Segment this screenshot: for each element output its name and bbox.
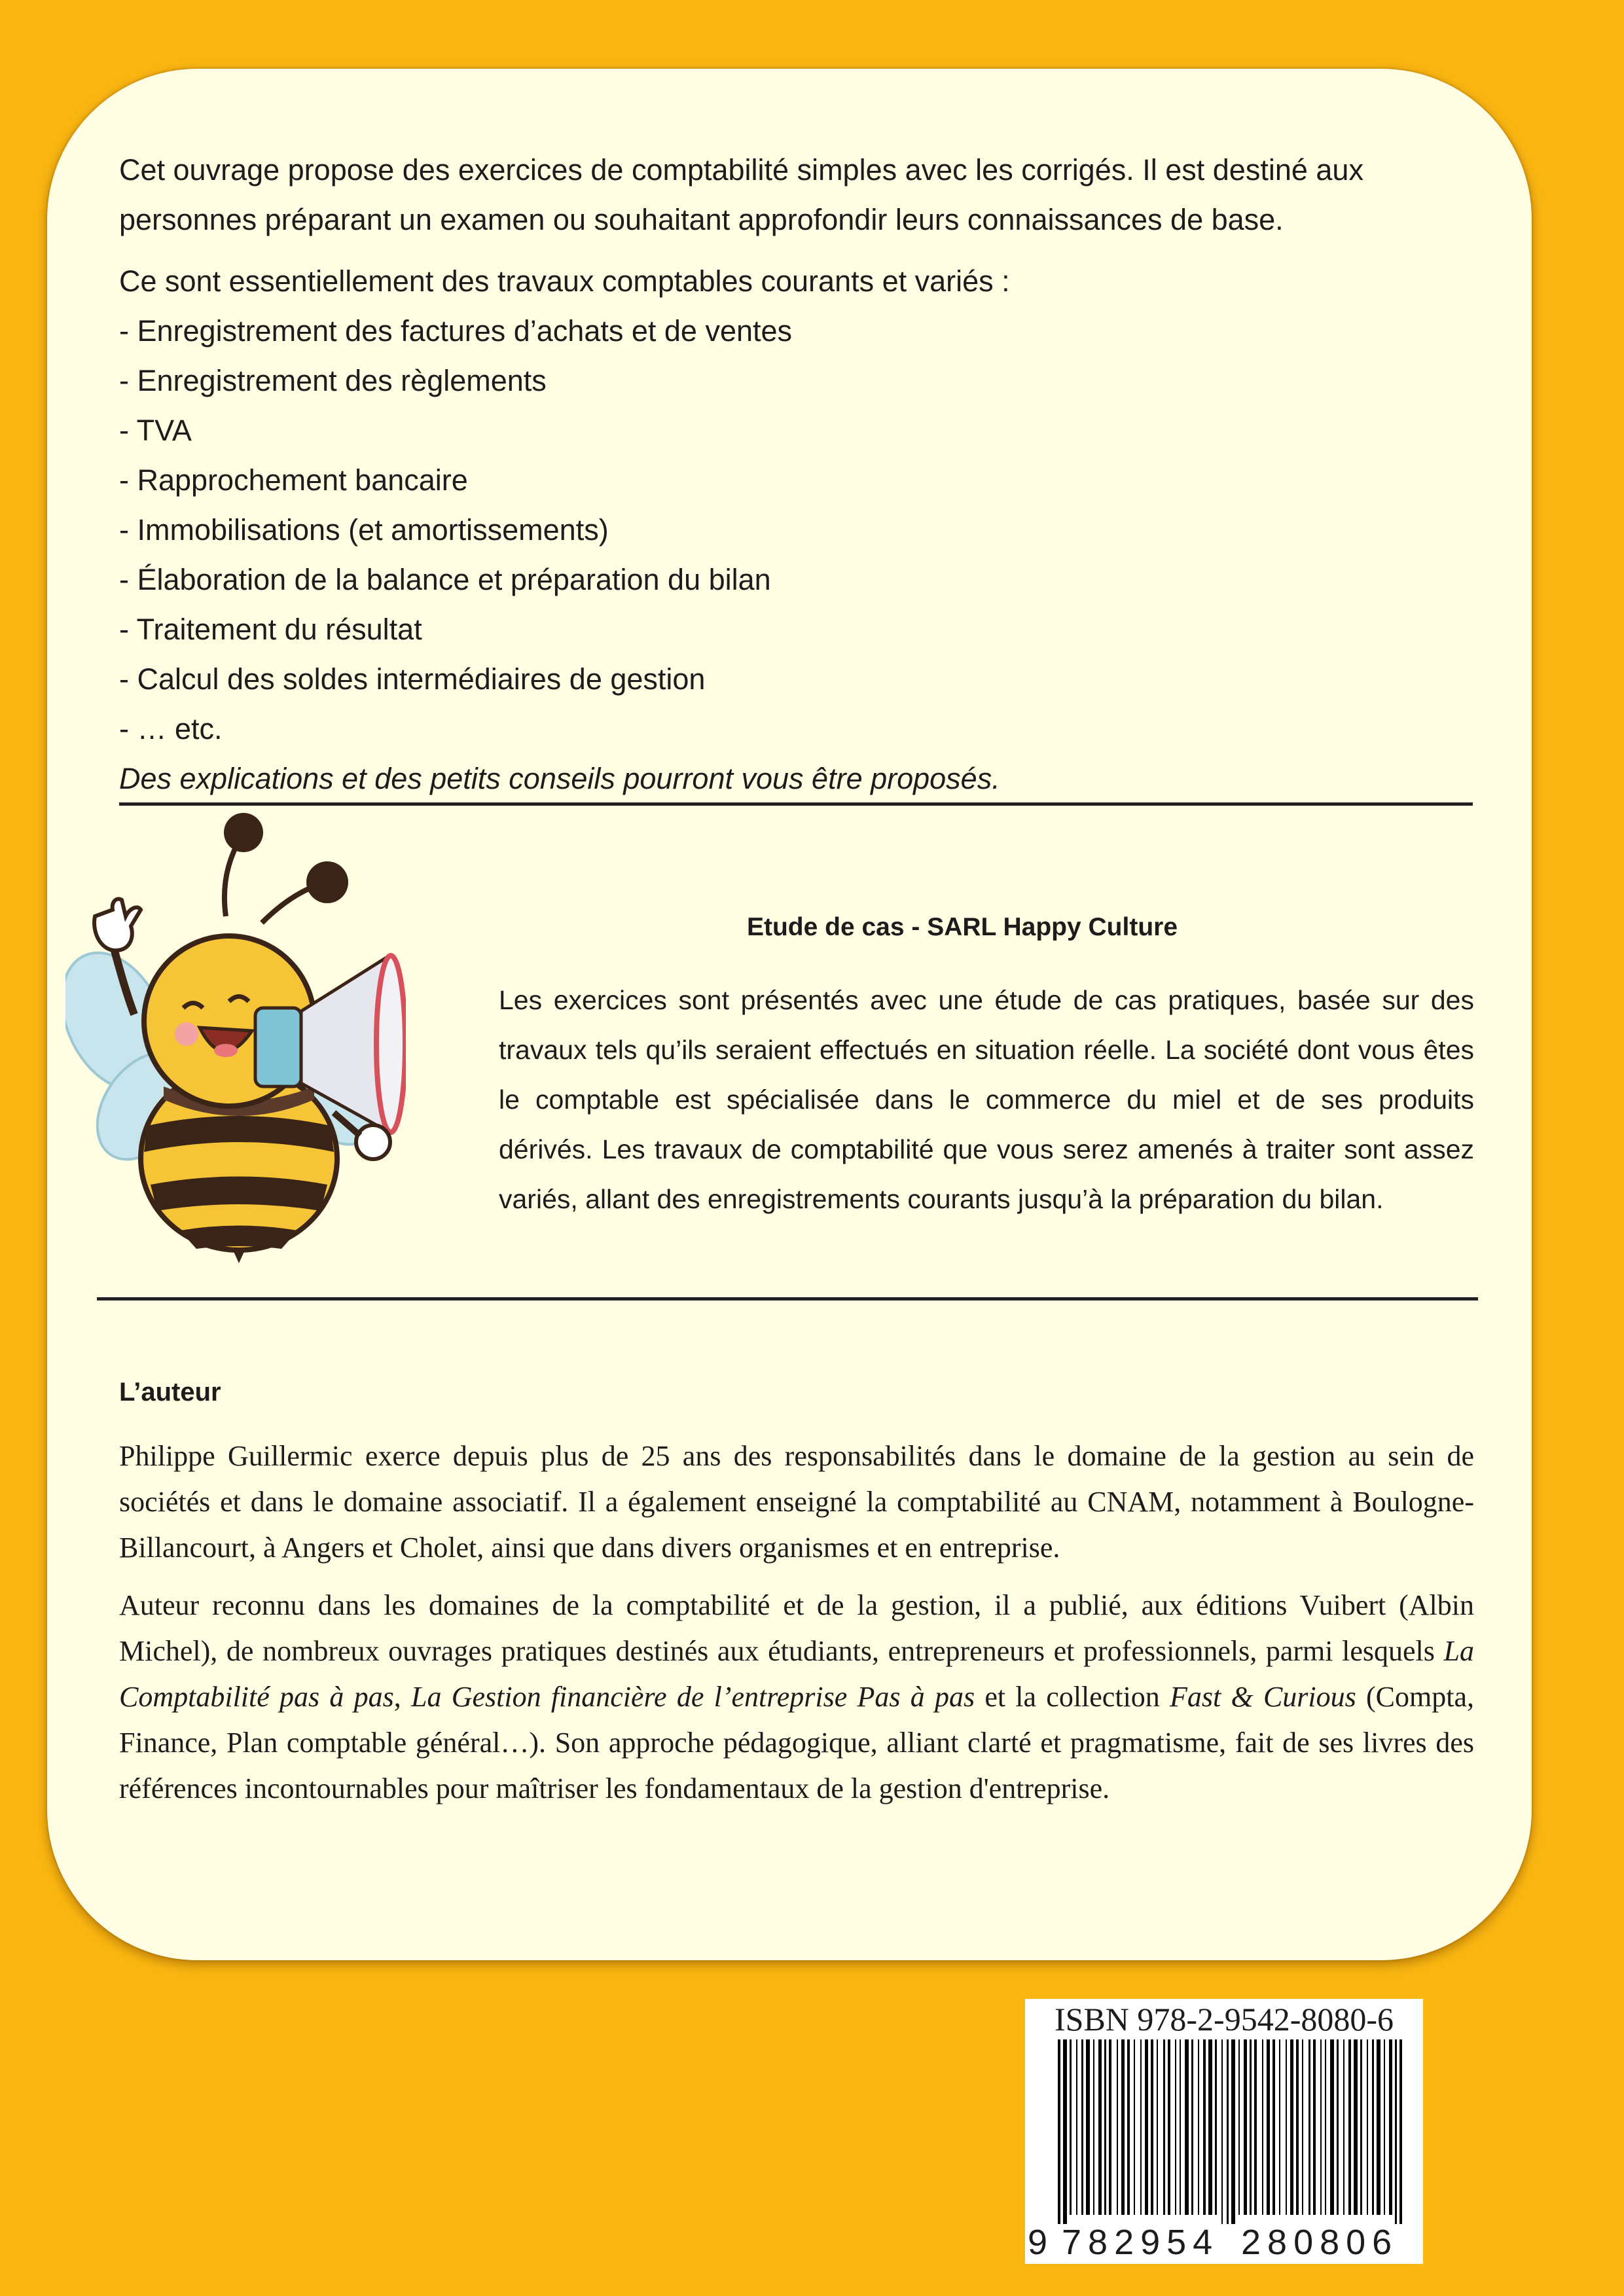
barcode-bar: [1140, 2039, 1142, 2215]
barcode-bar: [1191, 2039, 1193, 2215]
barcode-bar: [1286, 2039, 1287, 2215]
author-paragraph: Philippe Guillermic exerce depuis plus de 25 ans des responsabilités dans le domaine de la gestion au sein de sociétés et dans le domaine associatif. Il a également enseigné la comptabilité au CNAM, notamment à Boulogne-Billancourt, à Angers et Cholet, ainsi que dans divers organismes et en entreprise.: [119, 1440, 1474, 1564]
divider-top: [119, 802, 1473, 806]
barcode-bar: [1093, 2039, 1094, 2215]
barcode-bar: [1272, 2039, 1275, 2215]
barcode-bar: [1244, 2039, 1247, 2215]
barcode-bar: [1279, 2039, 1280, 2215]
list-item: - Enregistrement des règlements: [119, 364, 547, 397]
barcode-bar: [1081, 2039, 1083, 2215]
barcode-bar: [1151, 2039, 1153, 2215]
topics-list: [119, 306, 1461, 754]
barcode-bar: [1267, 2039, 1270, 2215]
list-item: - Élaboration de la balance et préparation du bilan: [119, 563, 771, 596]
barcode-bar: [1254, 2039, 1257, 2215]
barcode-bar: [1360, 2039, 1362, 2215]
barcode-bar: [1354, 2039, 1358, 2215]
barcode-digits-right: 280806: [1241, 2223, 1399, 2262]
intro-section: [119, 145, 1461, 804]
barcode-bar: [1250, 2039, 1252, 2215]
list-item: - TVA: [119, 414, 192, 447]
author-bio: [119, 1433, 1474, 1823]
list-item: - Enregistrement des factures d’achats et de ventes: [119, 314, 793, 348]
barcode-digits-left: 782954: [1062, 2223, 1219, 2262]
barcode-bar: [1313, 2039, 1316, 2215]
barcode-bar: [1168, 2039, 1170, 2215]
barcode-bar: [1121, 2039, 1125, 2215]
barcode-bar: [1348, 2039, 1351, 2215]
isbn-label: ISBN 978-2-9542-8080-6: [1054, 2001, 1394, 2037]
barcode-bar: [1063, 2039, 1067, 2224]
barcode-bar: [1320, 2039, 1322, 2215]
list-item: - … etc.: [119, 712, 223, 745]
barcode-bar: [1157, 2039, 1158, 2215]
barcode-bar: [1117, 2039, 1118, 2215]
barcode-bar: [1109, 2039, 1111, 2215]
barcode-bar: [1377, 2039, 1380, 2215]
barcode-bar: [1372, 2039, 1374, 2215]
barcode-bar: [1296, 2039, 1299, 2215]
barcode-bar: [1145, 2039, 1148, 2215]
barcode-bar: [1198, 2039, 1199, 2215]
barcode-bar: [1290, 2039, 1293, 2215]
barcode-bar: [1070, 2039, 1072, 2215]
intro-list-heading: Ce sont essentiellement des travaux comptables courants et variés :: [119, 264, 1010, 298]
barcode-bar: [1104, 2039, 1106, 2215]
barcode-bar: [1337, 2039, 1339, 2215]
author-heading: L’auteur: [119, 1378, 221, 1407]
book-title: La Comptabilité pas à pas: [119, 1635, 1474, 1713]
barcode-bar: [1076, 2039, 1077, 2215]
barcode-bar: [1384, 2039, 1385, 2215]
case-study-text: Les exercices sont présentés avec une étude de cas pratiques, basée sur des travaux tels qu’ils seraient effectués en situation réelle. La société dont vous êtes le comptable est spécialisée dans le commerce du miel et de ses produits dérivés. Les travaux de comptabilité que vous serez amenés à traiter sont assez variés, allant des enregistrements courants jusqu’à la préparation du bilan.: [499, 985, 1474, 1214]
barcode-bar: [1308, 2039, 1310, 2215]
barcode-bar: [1238, 2039, 1240, 2215]
case-study-title: Etude de cas - SARL Happy Culture: [746, 913, 1178, 941]
barcode-bar: [1185, 2039, 1189, 2215]
bee-megaphone-illustration: [65, 812, 406, 1263]
barcode-bars: [1034, 2039, 1414, 2224]
barcode-bar: [1302, 2039, 1303, 2215]
barcode-bar: [1086, 2039, 1090, 2215]
list-item: - Calcul des soldes intermédiaires de gestion: [119, 662, 706, 696]
barcode-bar: [1221, 2039, 1223, 2224]
barcode-bar: [1227, 2039, 1229, 2224]
barcode-bar: [1330, 2039, 1334, 2215]
barcode-bar: [1215, 2039, 1217, 2215]
barcode-bar: [1175, 2039, 1176, 2215]
barcode-bar: [1208, 2039, 1212, 2215]
intro-closing: Des explications et des petits conseils pourront vous être proposés.: [119, 762, 1000, 795]
barcode-digit-first: 9: [1028, 2223, 1048, 2262]
barcode-bar: [1098, 2039, 1102, 2215]
barcode-bar: [1395, 2039, 1397, 2224]
barcode-bar: [1262, 2039, 1263, 2215]
barcode-bar: [1343, 2039, 1344, 2215]
book-title: La Gestion financière de l’entreprise Pas à pas: [411, 1681, 975, 1713]
barcode-bar: [1163, 2039, 1165, 2215]
barcode-bar: [1203, 2039, 1206, 2215]
barcode-bar: [1389, 2039, 1392, 2215]
isbn-barcode: [1025, 1999, 1423, 2264]
barcode-digits: [1025, 2221, 1423, 2263]
barcode-bar: [1399, 2039, 1402, 2224]
barcode-bar: [1134, 2039, 1135, 2215]
barcode-bar: [1231, 2039, 1235, 2224]
list-item: - Traitement du résultat: [119, 613, 422, 646]
book-title: Fast & Curious: [1170, 1681, 1356, 1713]
barcode-bar: [1325, 2039, 1326, 2215]
author-paragraph: Auteur reconnu dans les domaines de la comptabilité et de la gestion, il a publié, aux éditions Vuibert (Albin Michel), de nombreux ouvrages pratiques destinés aux étudiants, entrepreneurs et professionnels, parmi lesquels La Comptabilité pas à pas, La Gestion financière de l’entreprise Pas à pas et la collection Fast & Curious (Compta, Finance, Plan comptable général…). Son approche pédagogique, alliant clarté et pragmatisme, fait de ses livres des références incontournables pour maîtriser les fondamentaux de la gestion d'entreprise.: [119, 1589, 1474, 1804]
barcode-bar: [1180, 2039, 1181, 2215]
list-item: - Rapprochement bancaire: [119, 463, 468, 497]
barcode-bar: [1058, 2039, 1060, 2224]
intro-paragraph: Cet ouvrage propose des exercices de comptabilité simples avec les corrigés. Il est destiné aux personnes préparant un examen ou souhaitant approfondir leurs connaissances de base.: [119, 153, 1363, 236]
list-item: - Immobilisations (et amortissements): [119, 513, 609, 547]
barcode-bar: [1367, 2039, 1368, 2215]
barcode-bar: [1127, 2039, 1130, 2215]
divider-bottom: [97, 1297, 1478, 1300]
